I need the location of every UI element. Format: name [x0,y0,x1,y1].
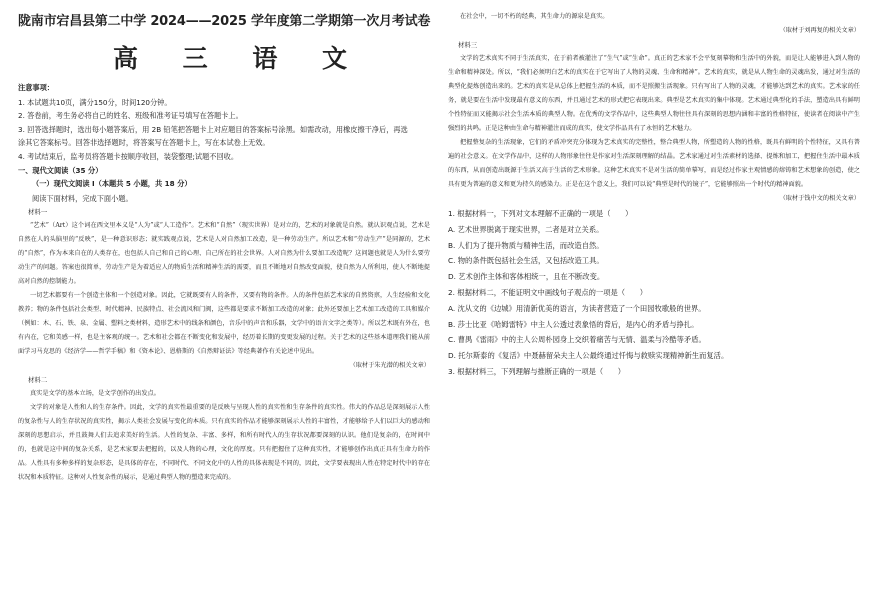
question-3 [448,364,860,380]
subject-title: 高 三 语 文 [112,44,366,73]
instruction: 阅读下面材料，完成下面小题。 [32,194,133,204]
material2-source: （取材于刘再复的相关文章） [779,27,860,34]
question-stem: 3. 根据材料三，下列理解与推断正确的一项是（ ） [448,366,626,376]
subsection-heading: （一）现代文阅读 I（本题共 5 小题，共 18 分） [32,179,192,189]
material2-label: 材料二 [28,376,48,385]
notice-item: 涂其它答案标号。回答非选择题时，将答案写在答题卡上，写在本试卷上无效。 [18,138,270,148]
option-b: B. 人们为了提升物质与精神生活，而改造自然。 [448,240,604,250]
notice-heading: 注意事项： [18,83,54,92]
material1-paragraph: “艺术”（Art）这个词在西文里本义是“人为”或“人工造作”。艺术和“自然”（现实世界）是对立的，艺术的对象就是自然。就认识观点说，艺术是自然在人的头脑里的“反映”，是一种意识形态；就实践观点说，艺术是人对自然加工改造，是一种劳动生产。所以艺术和“劳动生产”是同源的，艺术的“自然”，作为本来自在的人类存在，也包括人自己和自己的心理、自己所在的社会世界。人对自然为什么要加工改造呢？这问题也就是人为什么要劳动生产的问题。答案也很简单，劳动生产是为着适应人的物质生活和精神生活的需要，而且不断地对自然改变面貌，使自然为人所利用，使人不断地提高对自然的控制能力。 [18,222,430,286]
option-d: D. 托尔斯泰的《复活》中聂赫留朵夫主人公最终通过忏悔与救赎实现精神新生而复活。 [448,351,729,361]
material1-paragraph: 一切艺术都要有一个创造主体和一个创造对象。因此，它就既要有人的条件，又要有物的条件。人的条件包括艺术家的自然资禀，人生经验和文化教养；物的条件包括社会类型、时代精神、民族特点、社会流风和门阀，这些都是要求不断加工改造的对象；此外还要加上艺术加工改造的工具和媒介（例如：木、石、铁、泉、金属、塑料之类材料，造形艺术中的线条和颜色，音乐中的声音和乐器，文学中的语言文字之类等）。所以艺术既有外在，也有内在，它和美感一样，也是主客观的统一。艺术和社会都在不断变化和发展中，经历着长期的变更发展的过程。关于艺术的这些基本道理我们能从前面学习马克思的《经济学——哲学手稿》和《资本论》、恩格斯的《自然辩证法》等经典著作有关论述中见出。 [18,292,430,356]
notice-item: 3. 回答选择题时，选出每小题答案后，用 2B 铅笔把答题卡上对应题目的答案标号涂黑。如需改动，用橡皮擦干净后，再选 [18,124,408,134]
question-stem: 1. 根据材料一，下列对文本理解不正确的一项是（ ） [448,209,633,218]
option-a: A. 沈从文的《边城》用清新优美的语言，为读者营造了一个田园牧歌般的世界。 [448,303,706,313]
material3-paragraph: 文学的艺术真实不同于生活真实，在于前者被灌注了“生气”或“生命”。真正的艺术家不会平复刻摹物和生活中的外貌，而是让人能够进入到人物的生命和精神深处。所以，“我们必须明白艺术的真实在于它写出了人物的灵魂、生命和精神”。艺术的真实，就是从人物生命的灵魂出发，通过对生活的典型化提炼创造出来的。艺术的真实是从总体上把握生活的本质，而不是照搬生活现象。只有写出了人物的灵魂，才能够达到艺术的真实。艺术家的任务，就是要在生活中发现最有意义的东西，并且通过艺术的形式把它表现出来。典型是艺术真实的集中体现。艺术通过典型化的手法，塑造出具有鲜明个性特征而又能揭示社会生活本质的典型人物。在优秀的文学作品中，这些典型人物往往具有深刻的思想内涵和丰富的性格特征，使读者在阅读中产生强烈的共鸣。正是这种由生命与精神灌注而成的真实，使文学作品具有了永恒的艺术魅力。 [448,55,860,132]
exam-title: 陇南市宕昌县第二中学 2024——2025 学年度第二学期第一次月考试卷 [18,14,431,29]
option-d: D. 艺术创作主体和客体相统一，且在不断改变。 [448,272,605,282]
option-c: C. 曹禺《雷雨》中的主人公周朴园身上交织着痛苦与无情、温柔与冷酷等矛盾。 [448,335,706,345]
question-2 [448,285,860,364]
notice-item: 1. 本试题共10页，满分150分，时间120分钟。 [18,98,172,107]
material3-paragraph: 把握整复杂的生活现象，它们的矛盾冲突充分体现为艺术真实的完整性，整合典型人物，所塑造的人物的性格，既具有鲜明的个性特征，又具有普遍的社会意义。在文学作品中，这样的人物形象往往是作家对生活深刻理解的结晶。艺术家通过对生活素材的选择、提炼和加工，把握住生活中最本质的东西，从而创造出既源于生活又高于生活的艺术形象。这种艺术真实不是对生活的简单摹写，而是经过作家主观情感的熔铸和艺术想象的创造，使之具有更为普遍的意义和更为持久的感染力。正是在这个意义上，我们可以说“典型是时代的镜子”，它能够照出一个时代的精神面貌。 [448,139,860,188]
question-stem: 2. 根据材料二，不能证明文中画线句子观点的一项是（ ） [448,287,647,297]
notice-item: 2. 答卷前，考生务必将自己的姓名、班级和准考证号填写在答题卡上。 [18,111,243,121]
option-b: B. 莎士比亚《哈姆雷特》中主人公透过表象悟的背后，是内心的矛盾与挣扎。 [448,319,699,329]
option-c: C. 物的条件既包括社会生活，又包括改造工具。 [448,256,604,266]
section-heading: 一、现代文阅读（35 分） [18,166,103,176]
notice-item: 4. 考试结束后，监考员将答题卡按顺序收回，装袋整理;试题不回收。 [18,151,239,161]
material3-label: 材料三 [458,41,478,49]
right-column [448,0,860,380]
left-column [18,0,430,485]
question-1 [448,206,860,285]
material2-paragraph: 文学的对象是人性和人的生存条件。因此，文学的真实性最重要的是反映与呈现人性的真实性和生存条件的真实性。伟大的作品总是深刻展示人性的复杂性与人的生存状况的真实性，揭示人类社会发展与变化的本质。只有真实的作品才能够深刻展示人性的丰富性，才能够给予人们以巨大的感动和深刻的思想启示，并且鼓舞人们去追求美好的生活。人性的复杂、丰富、多样，和所有时代人的生存状况都要深刻的认识。他们是复杂的，在时间中的，也就是这中间的复杂关系，是艺术家要去把握的，以及人物的心理，文化的厚度。只有把握住了这种真实性，才能够创作出真正具有生命力的作品。人性具有多种多样的复杂形态，是具体的存在，不同时代、不同文化中的人性的具体表现是不同的，因此，文学要表现出人性在特定时代中的存在状况和本质特征。这种对人性复杂性的展示，是通过典型人物的塑造来完成的。 [18,404,430,482]
material2-paragraph: 真实是文学的基本立场，是文学创作的出发点。 [30,390,160,398]
material1-source: （取材于朱光潜的相关文章） [349,362,430,370]
option-a: A. 艺术世界脱离于现实世界，二者是对立关系。 [448,224,604,234]
material1-label: 材料一 [28,208,48,217]
material2-paragraph: 在社会中，一切不朽的经典，其生命力的源泉是真实。 [460,13,609,20]
material3-source: （取材于钱中文的相关文章） [779,195,860,202]
